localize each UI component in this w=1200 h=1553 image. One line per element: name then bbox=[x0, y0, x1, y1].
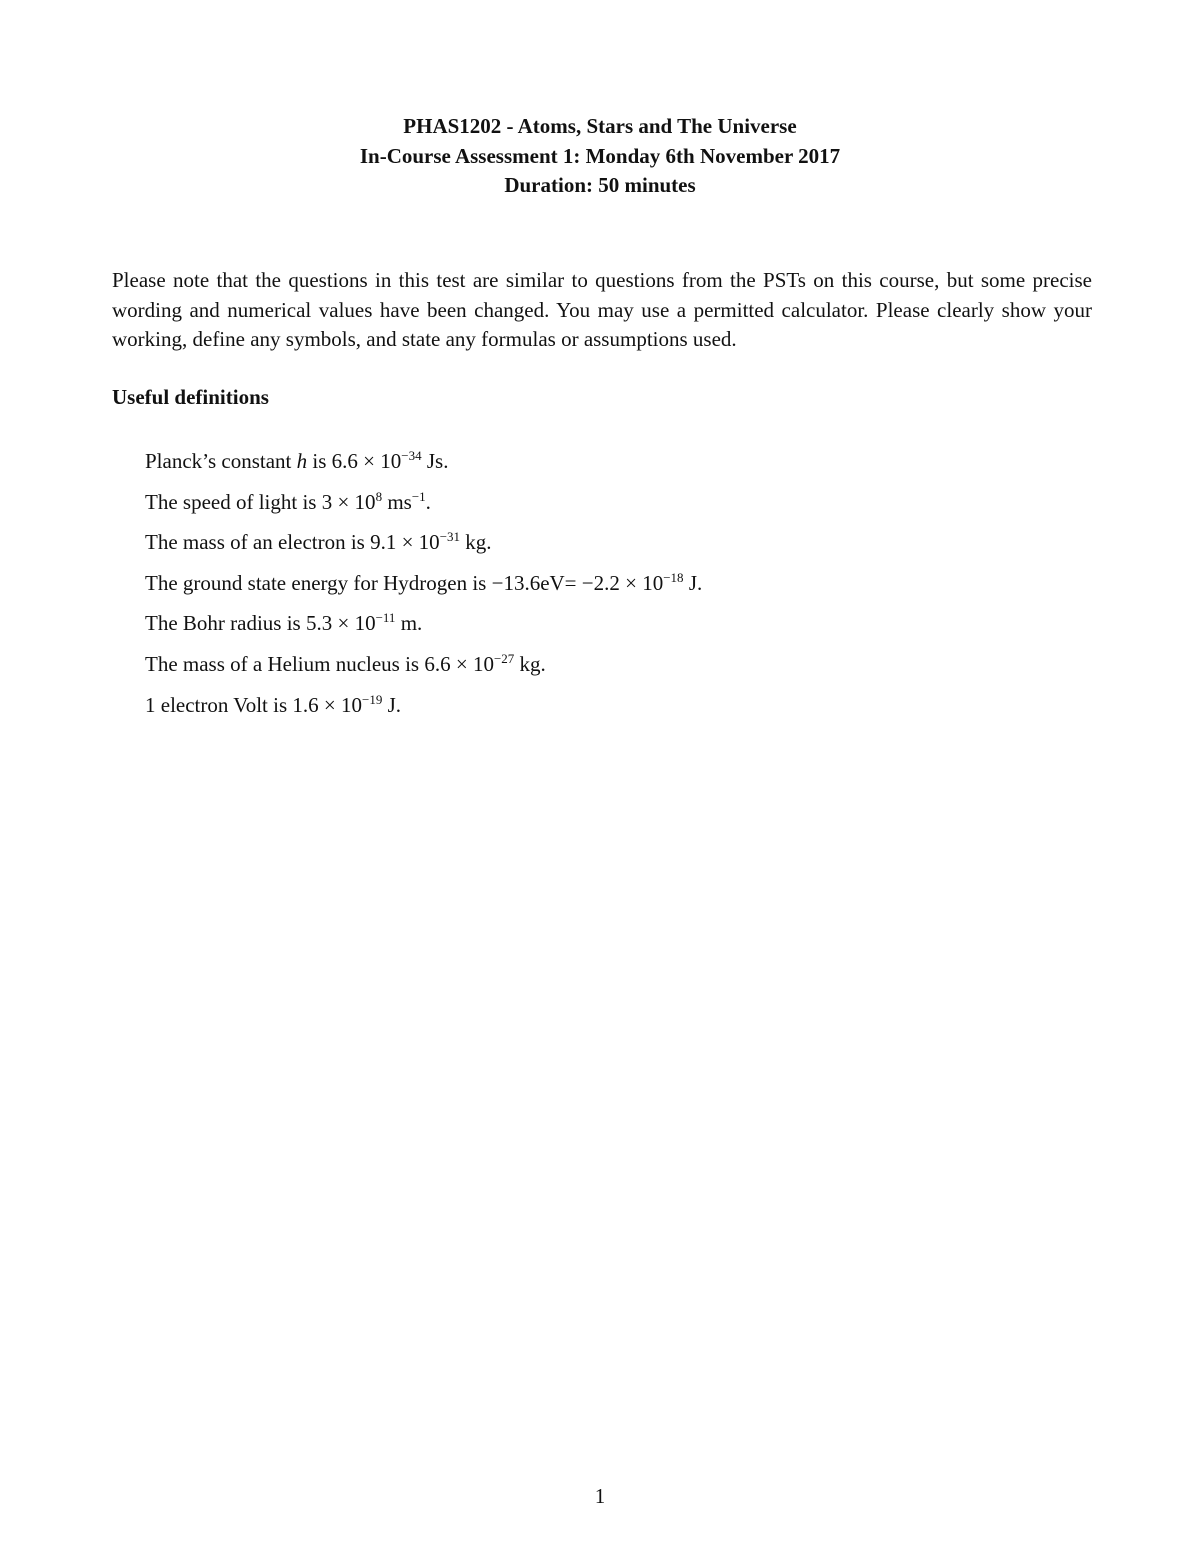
definition-electron-mass: The mass of an electron is $9.1 \times 10^{-31}$ kg. bbox=[145, 529, 492, 555]
definitions-heading: Useful definitions bbox=[112, 385, 269, 409]
definition-electron-volt: 1 electron Volt is $1.6 \times 10^{-19}$ J. bbox=[145, 691, 402, 717]
assessment-date: In-Course Assessment 1: Monday 6th November 2017 bbox=[359, 143, 841, 168]
course-title: PHAS1202 - Atoms, Stars and The Universe bbox=[403, 114, 797, 138]
definitions-list bbox=[145, 447, 1045, 731]
definition-speed-of-light: The speed of light is $3 \times 10^8$ $ms^{-1}$. bbox=[145, 488, 431, 514]
assessment-duration: Duration: 50 minutes bbox=[504, 173, 696, 197]
definition-bohr-radius: The Bohr radius is $5.3 \times 10^{-11}$ m. bbox=[145, 610, 423, 636]
document-header bbox=[0, 112, 1200, 201]
definition-helium-nucleus-mass: The mass of a Helium nucleus is $6.6 \times 10^{-27}$ kg. bbox=[145, 650, 546, 676]
planck-symbol: h bbox=[296, 449, 308, 473]
definition-planck-constant: Planck’s constant h is $6.6 \times 10^{-34}$ Js. bbox=[145, 448, 449, 473]
definition-hydrogen-ground-state: The ground state energy for Hydrogen is $-13.6eV= -2.2 \times 10^{-18}$ J. bbox=[145, 569, 703, 595]
instructions-paragraph: Please note that the questions in this test are similar to questions from the PSTs on this course, but some precise wording and numerical values have been changed. You may use a permitted calculator. Please clearly show your working, define any symbols, and state any formulas or assumptions used. bbox=[112, 268, 1092, 351]
page-number: 1 bbox=[594, 1484, 606, 1508]
